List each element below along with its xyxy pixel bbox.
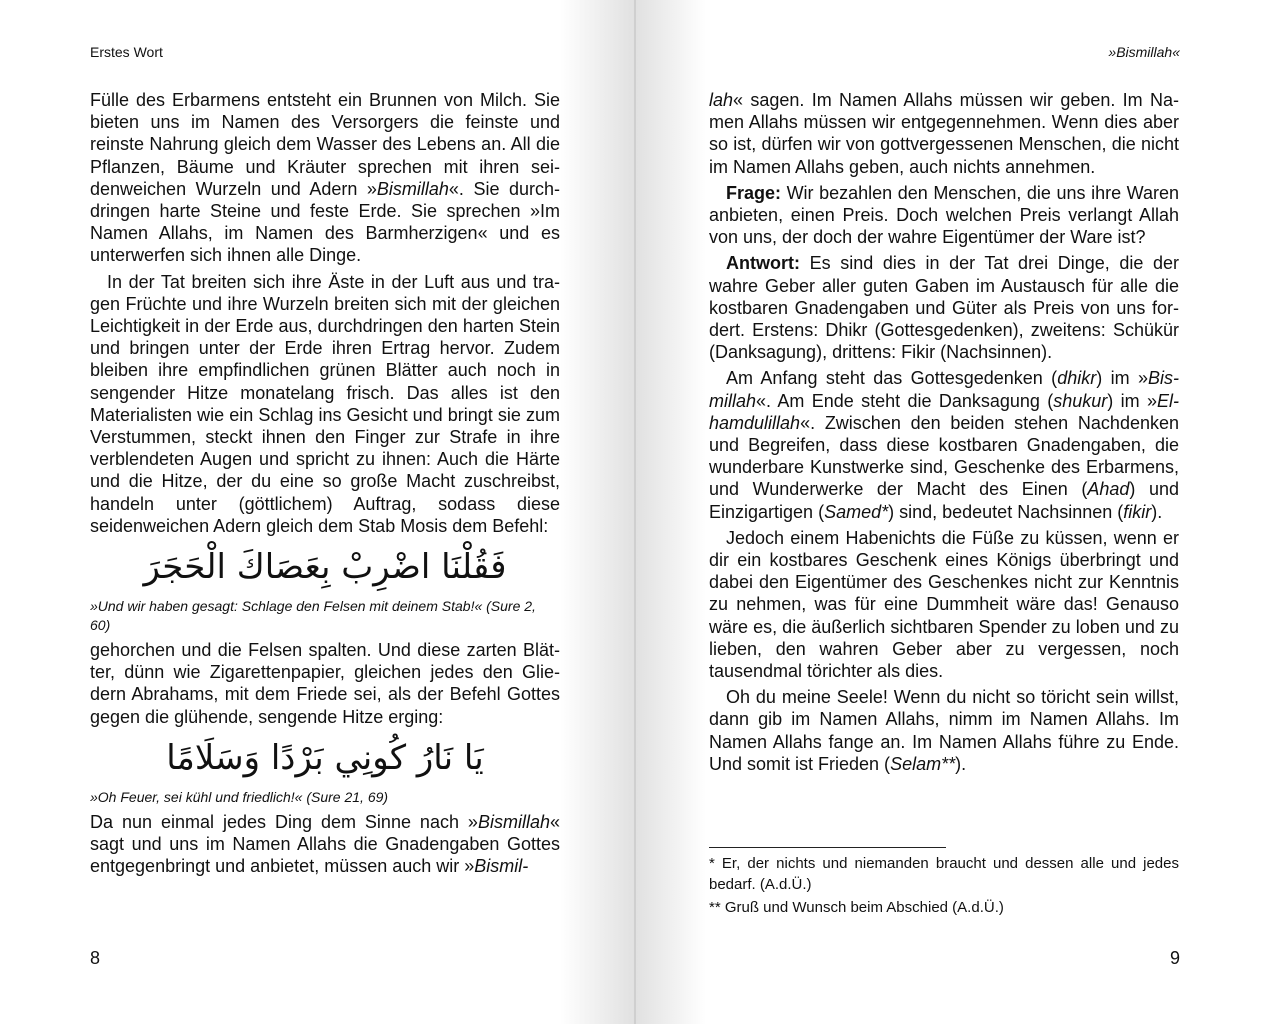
question-paragraph (709, 182, 1179, 249)
emphasis: Samed* (824, 501, 889, 522)
text-span: Fülle des Erbarmens entsteht ein Brunnen von Milch. Sie bieten uns im Namen des Versorgers die feinste und reinste Nahrung gleich dem Wasser des Lebens an. All die Pflanzen, Bäume und Kräuter sprechen mit ihren seidenweichen Wurzeln und Adern » (90, 90, 560, 199)
footnotes (709, 853, 1179, 920)
paragraph: In der Tat breiten sich ihre Äste in der Luft aus und tragen Früchte und ihre Wurzeln breiten sich mit der gleichen Leichtigkeit in der Erde aus, durchdringen den harten Stein und bringen unter der Erde ihren Ertrag hervor. Zudem bleiben ihre empfindlichen grünen Blätter auch noch in sengender Hitze monatelang frisch. Das alles ist den Materialisten wie ein Schlag ins Gesicht und bringt sie zum Verstummen, steckt ihnen den Finger zur Strafe in ihre verblendeten Augen und spricht zu ihnen: Auch die Härte und die Hitze, der du eine so große Macht zuschreibst, handeln unter (göttlichem) Auftrag, sodass diese seidenweichen Adern gleich dem Stab Mosis dem Befehl: (90, 271, 560, 536)
emphasis: Ahad (1087, 479, 1130, 500)
left-page (0, 0, 634, 1024)
text-span: Da nun einmal jedes Ding dem Sinne nach » (90, 811, 478, 832)
arabic-verse: فَقُلْنَا اضْرِبْ بِعَصَاكَ الْحَجَرَ (143, 547, 507, 588)
running-head: Erstes Wort (90, 44, 163, 60)
text-span: «. Zwischen den beiden stehen Nachdenken und Begreifen, dass diese kostbaren Gnadengaben, die wunderbare Kunstwerke sind, Geschenke des Erbarmens, und Wunderwerke der Macht des Einen ( (709, 412, 1179, 500)
text-span: ). (955, 753, 967, 774)
page-number: 9 (1169, 948, 1180, 968)
emphasis: dhikr (1057, 368, 1097, 389)
paragraph (709, 367, 1179, 522)
text-span: ) im » (1107, 390, 1157, 411)
text-span: «. Am Ende steht die Danksagung ( (756, 390, 1054, 411)
footnote-divider (709, 847, 946, 848)
text-span: «. Sie durchdringen harte Steine und feste Erde. Sie sprechen »Im Namen Allahs, im Namen des Barmherzigen« und es unterwerfen sich ihnen alle Dinge. (90, 178, 560, 266)
running-head: »Bismillah« (1108, 44, 1180, 60)
paragraph (90, 811, 560, 878)
arabic-verse: يَا نَارُ كُونِي بَرْدًا وَسَلَامًا (166, 737, 484, 778)
right-page-text (709, 89, 1179, 775)
gutter-shadow (636, 0, 706, 1024)
emphasis: Bismillah (376, 178, 449, 199)
emphasis: Bismillah (709, 368, 1180, 411)
paragraph: gehorchen und die Felsen spalten. Und diese zarten Blätter, dünn wie Zigarettenpapier, gleichen jedes den Gliedern Abrahams, mit dem Friede sei, als der Befehl Gottes gegen die glühende, sengende Hitze erging: (90, 640, 560, 727)
verse-translation: »Und wir haben gesagt: Schlage den Felsen mit deinem Stab!« (Sure 2, 60) (90, 598, 536, 634)
verse-translation: »Oh Feuer, sei kühl und friedlich!« (Sure 21, 69) (90, 788, 389, 805)
text-span: Am Anfang steht das Gottesgedenken ( (726, 368, 1058, 389)
emphasis: Bismillah (477, 811, 550, 832)
emphasis: Elhamdulillah (709, 390, 1179, 433)
emphasis: shukur (1053, 390, 1108, 411)
text-span: « sagt und uns im Namen Allahs die Gnadengaben Gottes entgegenbringt und anbietet, müssen auch wir » (90, 811, 560, 877)
footnote: * Er, der nichts und niemanden braucht und dessen alle und jedes bedarf. (A.d.Ü.) (709, 855, 1179, 893)
paragraph (709, 89, 1179, 178)
answer-label: Antwort: (726, 253, 800, 274)
text-span: « sagen. Im Namen Allahs müssen wir geben. Im Namen Allahs müssen wir entgegennehmen. Wenn dies aber so ist, dürfen wir von gottvergessenen Menschen, die nicht im Namen Allahs geben, auch nichts annehmen. (709, 90, 1179, 177)
page-number: 8 (90, 948, 101, 968)
text-span: ) im » (1096, 368, 1148, 389)
gutter-shadow (560, 0, 634, 1024)
question-label: Frage: (726, 182, 782, 203)
footnote: ** Gruß und Wunsch beim Abschied (A.d.Ü.) (709, 899, 1004, 916)
paragraph (90, 89, 560, 267)
text-span: ) sind, bedeutet Nachsinnen ( (888, 501, 1124, 522)
emphasis: Selam** (890, 753, 956, 774)
text-span: ) und Einzigartigen ( (709, 479, 1180, 522)
emphasis: fikir (1123, 501, 1152, 522)
answer-paragraph (709, 252, 1179, 363)
text-span: Wir bezahlen den Menschen, die uns ihre Waren anbieten, einen Preis. Doch welchen Preis verlangt Allah von uns, der doch der wahre Eigentümer der Ware ist? (709, 182, 1179, 248)
emphasis: lah (709, 90, 734, 110)
paragraph: Jedoch einem Habenichts die Füße zu küssen, wenn er dir ein kostbares Geschenk eines Königs überbringt und dabei den Eigentümer des Geschenkes nicht zur Kenntnis zu nehmen, was für eine Dummheit wäre das! Genauso wäre es, die äußerlich sichtbaren Spender zu loben und zu lieben, den wahren Geber aber zu vergessen, noch tausendmal törichter als dies. (709, 527, 1179, 682)
left-page-text (90, 89, 560, 877)
text-span: Oh du meine Seele! Wenn du nicht so töricht sein willst, dann gib im Namen Allahs, nimm im Namen Allahs. Im Namen Allahs fange an. Im Namen Allahs führe zu Ende. Und somit ist Frieden ( (709, 687, 1179, 774)
text-span: Es sind dies in der Tat drei Dinge, die der wahre Geber aller guten Gaben im Austausch für alle die kostbaren Gnadengaben und Güter als Preis von uns fordert. Erstens: Dhikr (Gottesgedenken), zweitens: Schükür (Danksagung), drittens: Fikir (Nachsinnen). (709, 253, 1179, 363)
right-page (636, 0, 1270, 1024)
paragraph (709, 686, 1179, 775)
emphasis: Bismil- (474, 856, 529, 877)
text-span: ). (1151, 501, 1163, 522)
